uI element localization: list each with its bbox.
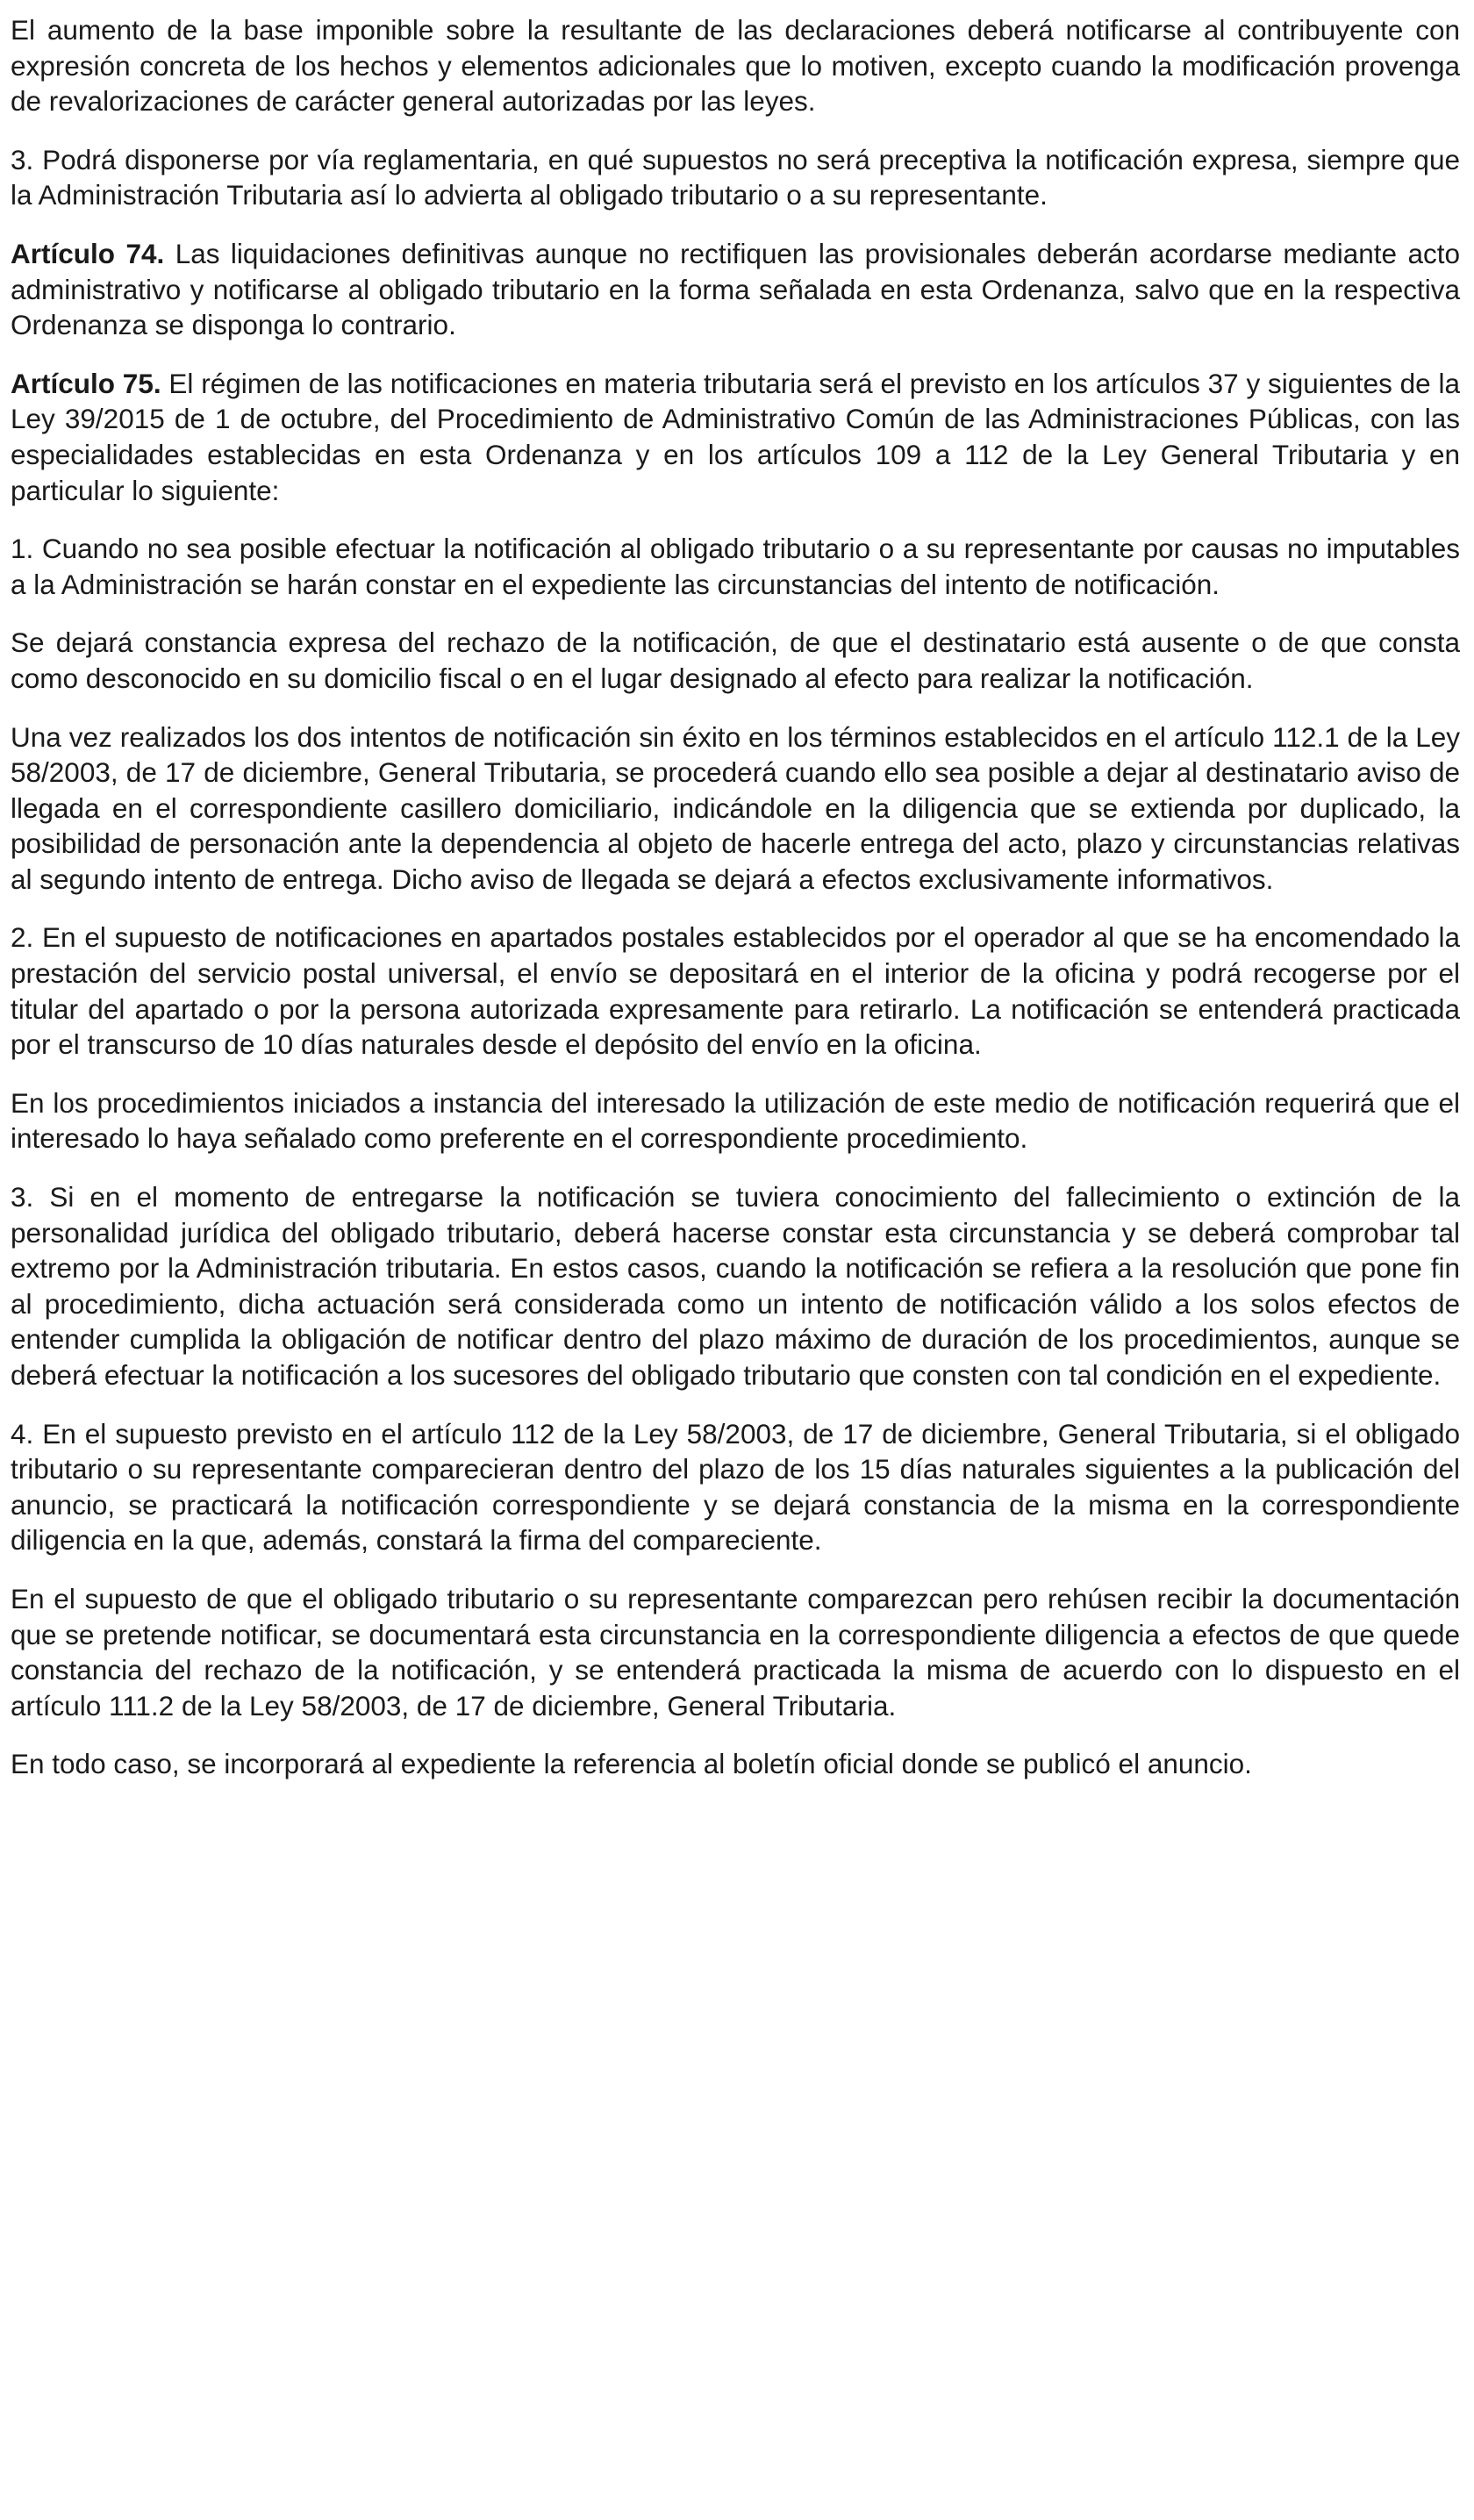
paragraph-text: Una vez realizados los dos intentos de notificación sin éxito en los términos establecidos en el artículo 112.1 de la Ley 58/2003, de 17 de diciembre, General Tributaria, se procederá cuando ello sea posible a dejar al destinatario aviso de llegada en el correspondiente casillero domiciliario, indicándole en la diligencia que se extienda por duplicado, la posibilidad de personación ante la dependencia al objeto de hacerle entrega del acto, plazo y circunstancias relativas al segundo intento de entrega. Dicho aviso de llegada se dejará a efectos exclusivamente informativos. [11,720,1460,895]
paragraph-point-3-fallecimiento [11,1179,1460,1393]
paragraph-text: En los procedimientos iniciados a instancia del interesado la utilización de este medio de notificación requerirá que el interesado lo haya señalado como preferente en el correspondiente procedimiento. [11,1086,1460,1155]
paragraph-text: En todo caso, se incorporará al expediente la referencia al boletín oficial donde se publicó el anuncio. [11,1748,1252,1780]
paragraph-text: El aumento de la base imponible sobre la resultante de las declaraciones deberá notificarse al contribuyente con expresión concreta de los hechos y elementos adicionales que lo motiven, excepto cuando la modificación provenga de revalorizaciones de carácter general autorizadas por las leyes. [11,14,1460,118]
paragraph-point-1 [11,531,1460,602]
paragraph-text: Las liquidaciones definitivas aunque no rectifiquen las provisionales deberán acordarse mediante acto administrativo y notificarse al obligado tributario en la forma señalada en esta Ordenanza, salvo que en la respectiva Ordenanza se disponga lo contrario. [11,237,1460,341]
paragraph-text: En el supuesto de que el obligado tributario o su representante comparezcan pero rehúsen recibir la documentación que se pretende notificar, se documentará esta circunstancia en la correspondiente diligencia a efectos de que quede constancia del rechazo de la notificación, y se entenderá practicada la misma de acuerdo con lo dispuesto en el artículo 111.2 de la Ley 58/2003, de 17 de diciembre, General Tributaria. [11,1582,1460,1722]
article-label: Artículo 74. [11,237,165,269]
paragraph-rehusen [11,1581,1460,1723]
paragraph-point-3-notificacion-expresa [11,142,1460,213]
paragraph-rechazo [11,625,1460,696]
paragraph-text: 1. Cuando no sea posible efectuar la notificación al obligado tributario o a su representante por causas no imputables a la Administración se harán constar en el expediente las circunstancias del intento de notificación. [11,533,1460,600]
paragraph-point-2-apartados-postales [11,920,1460,1062]
paragraph-instancia-interesado [11,1085,1460,1156]
paragraph-text: El régimen de las notificaciones en materia tributaria será el previsto en los artículos 37 y siguientes de la Ley 39/2015 de 1 de octubre, del Procedimiento de Administrativo Común de las Administraciones Públicas, con las especialidades establecidas en esta Ordenanza y en los artículos 109 a 112 de la Ley General Tributaria y en particular lo siguiente: [11,367,1460,506]
paragraph-base-imponible [11,12,1460,119]
paragraph-text: 3. Si en el momento de entregarse la notificación se tuviera conocimiento del fallecimiento o extinción de la personalidad jurídica del obligado tributario, deberá hacerse constar esta circunstancia y se deberá comprobar tal extremo por la Administración tributaria. En estos casos, cuando la notificación se refiera a la resolución que pone fin al procedimiento, dicha actuación será considerada como un intento de notificación válido a los solos efectos de entender cumplida la obligación de notificar dentro del plazo máximo de duración de los procedimientos, aunque se deberá efectuar la notificación a los sucesores del obligado tributario que consten con tal condición en el expediente. [11,1181,1460,1391]
paragraph-text: 3. Podrá disponerse por vía reglamentaria, en qué supuestos no será preceptiva la notificación expresa, siempre que la Administración Tributaria así lo advierta al obligado tributario o a su representante. [11,143,1460,211]
article-label: Artículo 75. [11,367,161,399]
paragraph-aviso-llegada [11,719,1460,898]
document-page [11,12,1460,1805]
article-74 [11,236,1460,343]
paragraph-text: Se dejará constancia expresa del rechazo de la notificación, de que el destinatario está ausente o de que consta como desconocido en su domicilio fiscal o en el lugar designado al efecto para realizar la notificación. [11,626,1460,694]
article-75 [11,366,1460,508]
paragraph-point-4-comparecencia [11,1416,1460,1558]
paragraph-text: 2. En el supuesto de notificaciones en apartados postales establecidos por el operador al que se ha encomendado la prestación del servicio postal universal, el envío se depositará en el interior de la oficina y podrá recogerse por el titular del apartado o por la persona autorizada expresamente para retirarlo. La notificación se entenderá practicada por el transcurso de 10 días naturales desde el depósito del envío en la oficina. [11,921,1460,1061]
paragraph-text: 4. En el supuesto previsto en el artículo 112 de la Ley 58/2003, de 17 de diciembre, General Tributaria, si el obligado tributario o su representante comparecieran dentro del plazo de los 15 días naturales siguientes a la publicación del anuncio, se practicará la notificación correspondiente y se dejará constancia de la misma en la correspondiente diligencia en la que, además, constará la firma del compareciente. [11,1417,1460,1557]
paragraph-boletin-oficial [11,1746,1460,1782]
